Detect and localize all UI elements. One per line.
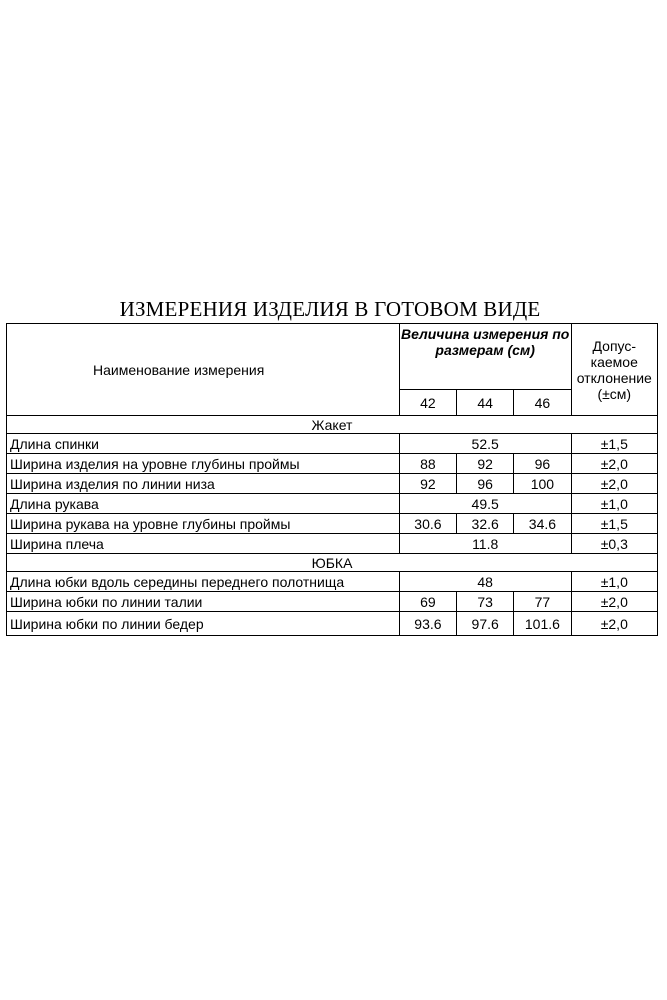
measurement-value: 52.5 [399, 434, 571, 454]
tolerance-value: ±2,0 [571, 454, 657, 474]
tolerance-value: ±2,0 [571, 612, 657, 636]
tolerance-header: Допус-каемое отклонение (±см) [571, 324, 657, 416]
measurement-value-42: 30.6 [399, 514, 456, 534]
table-row [7, 514, 658, 534]
measurement-value-46: 101.6 [514, 612, 571, 636]
measurement-value-46: 77 [514, 592, 571, 612]
measurement-value-42: 69 [399, 592, 456, 612]
measurement-name: Ширина изделия на уровне глубины проймы [7, 454, 400, 474]
tolerance-value: ±2,0 [571, 592, 657, 612]
table-row [7, 612, 658, 636]
measurement-value-44: 73 [457, 592, 514, 612]
measurement-value: 49.5 [399, 494, 571, 514]
size-header-44: 44 [457, 390, 514, 416]
table-row [7, 494, 658, 514]
table-row [7, 474, 658, 494]
measurement-name: Ширина рукава на уровне глубины проймы [7, 514, 400, 534]
tolerance-value: ±1,0 [571, 494, 657, 514]
measurement-value-46: 96 [514, 454, 571, 474]
measurement-value: 48 [399, 572, 571, 592]
measurement-value: 11.8 [399, 534, 571, 554]
measurement-value-42: 92 [399, 474, 456, 494]
measurement-name: Ширина изделия по линии низа [7, 474, 400, 494]
tolerance-value: ±1,0 [571, 572, 657, 592]
measurement-name: Ширина плеча [7, 534, 400, 554]
measurement-value-46: 100 [514, 474, 571, 494]
measurement-value-46: 34.6 [514, 514, 571, 534]
tolerance-value: ±2,0 [571, 474, 657, 494]
measurement-value-44: 32.6 [457, 514, 514, 534]
measurement-value-44: 92 [457, 454, 514, 474]
measurement-name: Длина спинки [7, 434, 400, 454]
table-row [7, 572, 658, 592]
section-title: Жакет [7, 416, 658, 434]
measurement-name: Длина рукава [7, 494, 400, 514]
section-title: ЮБКА [7, 554, 658, 572]
size-header-46: 46 [514, 390, 571, 416]
table-row [7, 592, 658, 612]
document-title: ИЗМЕРЕНИЯ ИЗДЕЛИЯ В ГОТОВОМ ВИДЕ [119, 297, 541, 321]
table-row [7, 534, 658, 554]
measurements-table [6, 323, 658, 636]
measurement-name-header: Наименование измерения [7, 324, 400, 416]
table-row [7, 454, 658, 474]
measurement-name: Длина юбки вдоль середины переднего полотнища [7, 572, 400, 592]
size-group-header: Величина измерения по размерам (см) [399, 324, 571, 390]
tolerance-value: ±1,5 [571, 434, 657, 454]
tolerance-value: ±0,3 [571, 534, 657, 554]
measurement-name: Ширина юбки по линии талии [7, 592, 400, 612]
measurement-value-44: 97.6 [457, 612, 514, 636]
table-header-row [7, 324, 658, 390]
measurement-value-44: 96 [457, 474, 514, 494]
section-row-skirt [7, 554, 658, 572]
measurement-value-42: 93.6 [399, 612, 456, 636]
table-row [7, 434, 658, 454]
measurement-value-42: 88 [399, 454, 456, 474]
tolerance-value: ±1,5 [571, 514, 657, 534]
size-header-42: 42 [399, 390, 456, 416]
section-row-jacket [7, 416, 658, 434]
measurement-name: Ширина юбки по линии бедер [7, 612, 400, 636]
